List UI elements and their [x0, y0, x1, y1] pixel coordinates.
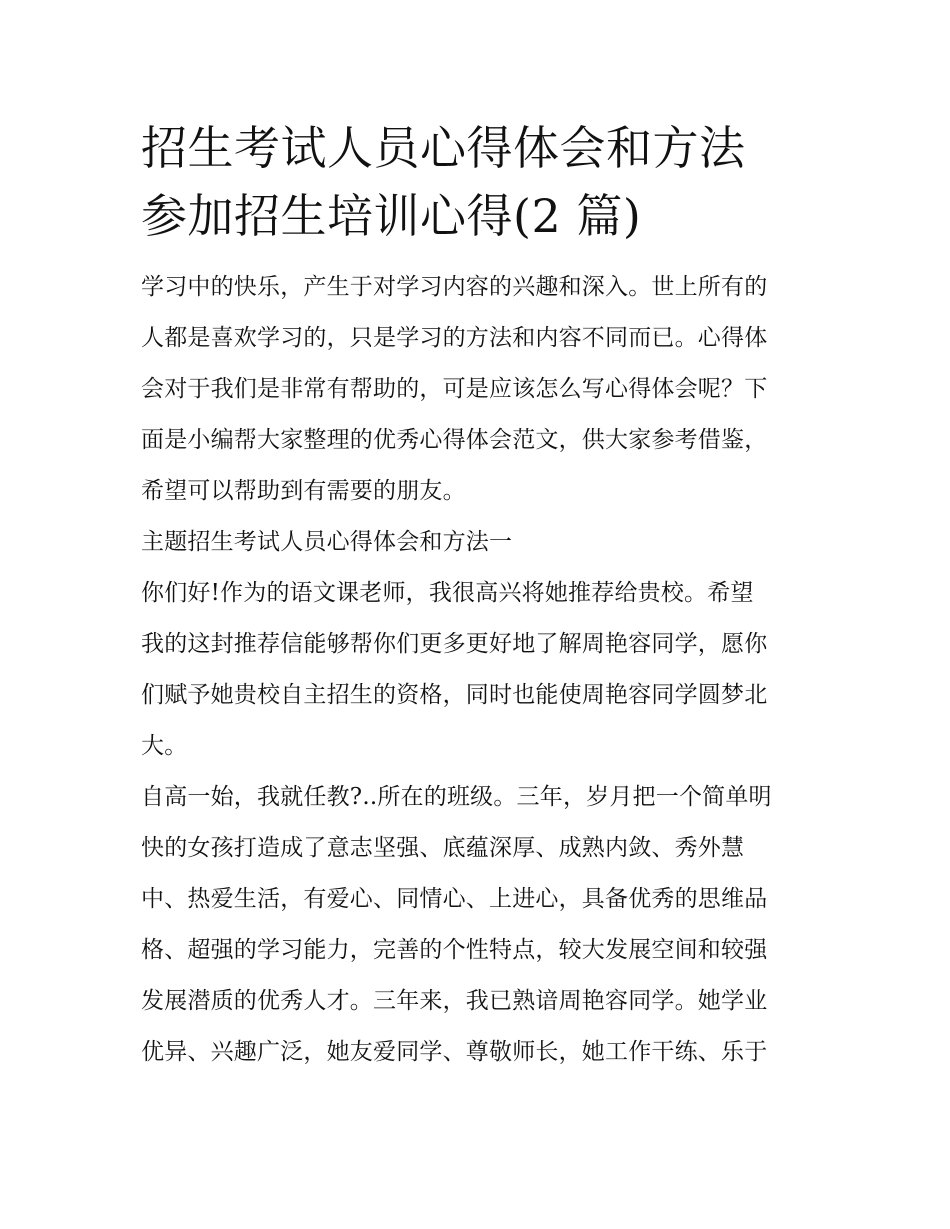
paragraph-line: 会对于我们是非常有帮助的，可是应该怎么写心得体会呢？下: [141, 376, 768, 402]
title-line-1: 招生考试人员心得体会和方法: [141, 121, 746, 175]
document-body: [141, 262, 811, 1078]
paragraph-line: 我的这封推荐信能够帮你们更多更好地了解周艳容同学，愿你: [141, 631, 768, 657]
paragraph-student-description: [141, 772, 811, 1078]
paragraph-line: 中、热爱生活，有爱心、同情心、上进心，具备优秀的思维品: [141, 886, 768, 912]
paragraph-line: 你们好!作为的语文课老师，我很高兴将她推荐给贵校。希望: [141, 580, 754, 606]
paragraph-intro: [141, 262, 811, 517]
paragraph-line: 们赋予她贵校自主招生的资格，同时也能使周艳容同学圆梦北: [141, 682, 768, 708]
paragraph-line: 优异、兴趣广泛，她友爱同学、尊敬师长，她工作干练、乐于: [141, 1039, 768, 1065]
paragraph-line: 人都是喜欢学习的，只是学习的方法和内容不同而已。心得体: [141, 325, 768, 351]
paragraph-line: 面是小编帮大家整理的优秀心得体会范文，供大家参考借鉴，: [141, 427, 768, 453]
paragraph-line: 格、超强的学习能力，完善的个性特点，较大发展空间和较强: [141, 937, 768, 963]
paragraph-line: 希望可以帮助到有需要的朋友。: [141, 478, 466, 504]
section-heading: [141, 517, 811, 568]
paragraph-line: 学习中的快乐，产生于对学习内容的兴趣和深入。世上所有的: [141, 274, 768, 300]
document-title: [141, 114, 811, 250]
section-heading-line: 主题招生考试人员心得体会和方法一: [141, 529, 513, 555]
paragraph-line: 发展潜质的优秀人才。三年来，我已熟谙周艳容同学。她学业: [141, 988, 768, 1014]
document-content: [141, 114, 811, 1078]
paragraph-line: 快的女孩打造成了意志坚强、底蕴深厚、成熟内敛、秀外慧: [141, 835, 745, 861]
paragraph-line: 自高一始，我就任教?..所在的班级。三年，岁月把一个简单明: [141, 784, 772, 810]
paragraph-letter-opening: [141, 568, 811, 772]
paragraph-line: 大。: [141, 733, 188, 759]
title-line-2: 参加招生培训心得(2 篇): [141, 189, 642, 243]
